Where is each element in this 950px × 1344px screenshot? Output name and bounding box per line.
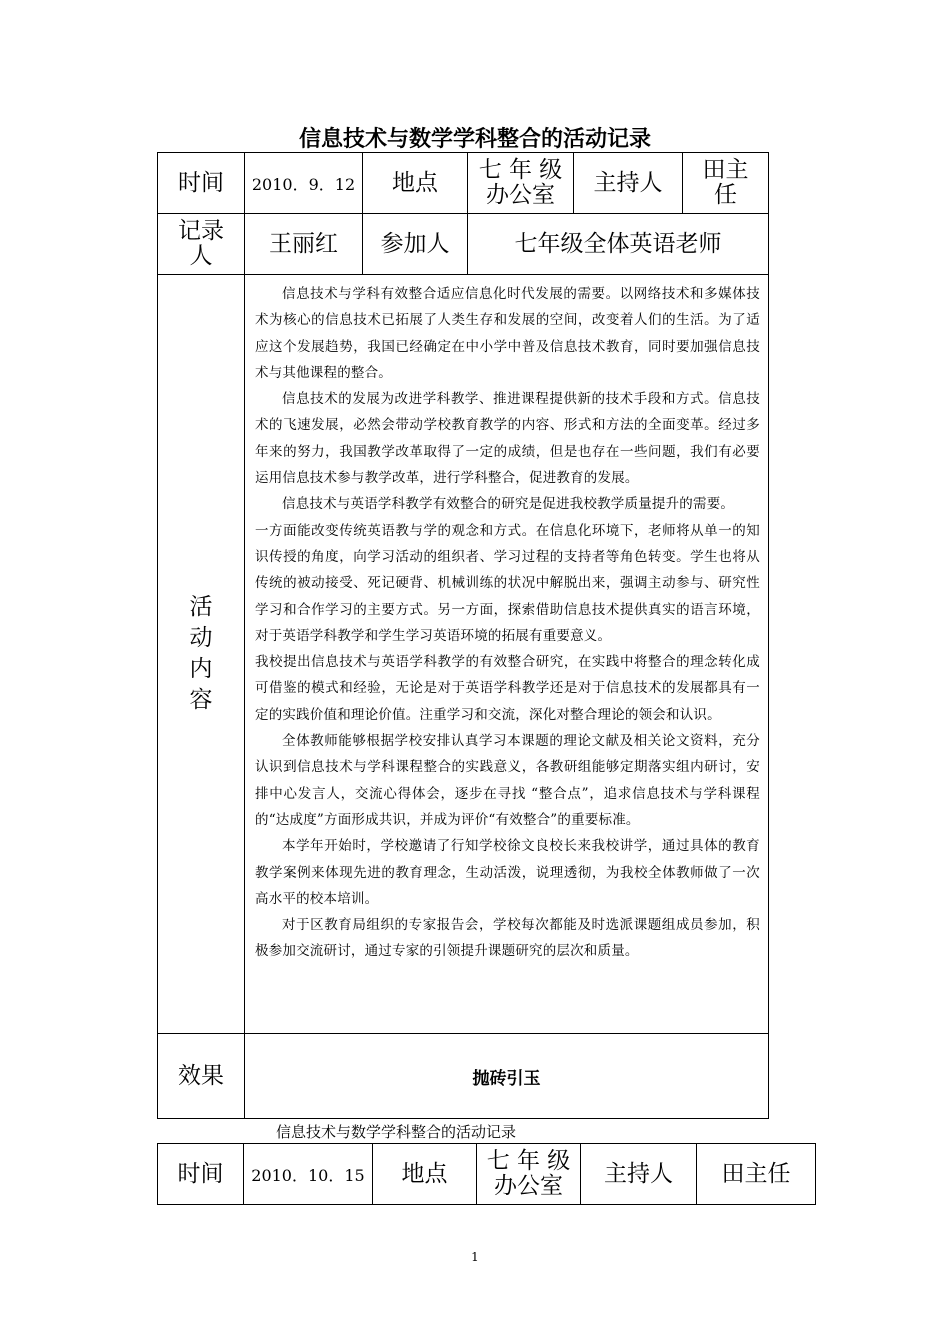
content-paragraph: 信息技术与英语学科教学有效整合的研究是促进我校教学质量提升的需要。: [282, 496, 735, 513]
content-paragraph: 本学年开始时，学校邀请了行知学校徐文良校长来我校讲学，通过具体的教育教学案例来体现先进的教育理念，生动活泼，说理透彻，为我校全体教师做了一次高水平的校本培训。: [255, 838, 760, 907]
content-paragraph: 信息技术与学科有效整合适应信息化时代发展的需要。以网络技术和多媒体技术为核心的信息技术已拓展了人类生存和发展的空间，改变着人们的生活。为了适应这个发展趋势，我国已经确定在中小学中普及信息技术教育，同时要加强信息技术与其他课程的整合。: [255, 286, 760, 381]
recorder-label-line1: 记录: [178, 218, 224, 244]
host-label: 主持人: [574, 153, 683, 214]
page-number: 1: [471, 1250, 479, 1264]
content-paragraph: 信息技术的发展为改进学科教学、推进课程提供新的技术手段和方式。信息技术的飞速发展，必然会带动学校教育教学的内容、形式和方法的全面变革。经过多年来的努力，我国教学改革取得了一定的成绩，但是也存在一些问题，我们有必要运用信息技术参与教学改革，进行学科整合，促进教育的发展。: [255, 391, 760, 487]
time-label: 时间: [158, 153, 245, 214]
record-title-2: 信息技术与数学学科整合的活动记录: [276, 1123, 517, 1141]
activity-record-table-2: [157, 1143, 816, 1205]
content-label-char: 容: [189, 687, 213, 713]
header-row-2: [158, 1144, 816, 1205]
place-value: [477, 1144, 581, 1205]
host-value-line1: 田主: [702, 157, 749, 183]
content-label-text: [188, 592, 214, 716]
effect-value-text: 抛砖引玉: [472, 1068, 541, 1089]
recorder-label: [158, 214, 245, 275]
place-value-line1: 七 年 级: [486, 1148, 571, 1174]
time-value: 2010．9．12: [245, 153, 363, 214]
host-label: 主持人: [581, 1144, 697, 1205]
activity-record-table: [157, 152, 769, 1119]
effect-row: [158, 1034, 769, 1119]
content-label-char: 内: [189, 656, 213, 682]
host-value: [683, 153, 769, 214]
participants-label: 参加人: [363, 214, 468, 275]
place-label: 地点: [363, 153, 468, 214]
place-value-line2: 办公室: [494, 1173, 563, 1199]
content-label: [158, 275, 245, 1034]
recorder-value: 王丽红: [245, 214, 363, 275]
content-paragraph: 我校提出信息技术与英语学科教学的有效整合研究，在实践中将整合的理念转化成可借鉴的模式和经验，无论是对于英语学科教学还是对于信息技术的发展都具有一定的实践价值和理论价值。注重学习和交流，深化对整合理论的领会和认识。: [255, 654, 760, 723]
content-paragraph: 对于区教育局组织的专家报告会，学校每次都能及时选派课题组成员参加，积极参加交流研讨，通过专家的引领提升课题研究的层次和质量。: [255, 917, 760, 960]
content-label-char: 活: [189, 594, 213, 620]
recorder-row: [158, 214, 769, 275]
effect-value: [245, 1034, 769, 1119]
place-value-line1: 七 年 级: [478, 157, 563, 183]
content-body: [245, 275, 769, 1034]
host-value: 田主任: [697, 1144, 816, 1205]
header-row: [158, 153, 769, 214]
recorder-label-line2: 人: [189, 243, 213, 269]
participants-value: 七年级全体英语老师: [468, 214, 769, 275]
record-title: 信息技术与数学学科整合的活动记录: [298, 126, 651, 152]
content-paragraph: 全体教师能够根据学校安排认真学习本课题的理论文献及相关论文资料，充分认识到信息技术与学科课程整合的实践意义，各教研组能够定期落实组内研讨，安排中心发言人，交流心得体会，逐步在寻找 “整合点”，追求信息技术与学科课程的“达成度”方面形成共识，并成为评价“有效整合”的重要标准。: [255, 733, 760, 828]
place-value: [468, 153, 574, 214]
place-value-line2: 办公室: [486, 182, 555, 208]
content-row: [158, 275, 769, 1034]
content-label-char: 动: [189, 625, 213, 651]
place-label: 地点: [373, 1144, 477, 1205]
host-value-line2: 任: [714, 182, 737, 208]
time-label: 时间: [158, 1144, 244, 1205]
time-value: 2010．10．15: [244, 1144, 373, 1205]
effect-label: 效果: [158, 1034, 245, 1119]
content-paragraph: 一方面能改变传统英语教与学的观念和方式。在信息化环境下，老师将从单一的知识传授的角度，向学习活动的组织者、学习过程的支持者等角色转变。学生也将从传统的被动接受、死记硬背、机械训练的状况中解脱出来，强调主动参与、研究性学习和合作学习的主要方式。另一方面，探索借助信息技术提供真实的语言环境，对于英语学科教学和学生学习英语环境的拓展有重要意义。: [255, 522, 760, 644]
